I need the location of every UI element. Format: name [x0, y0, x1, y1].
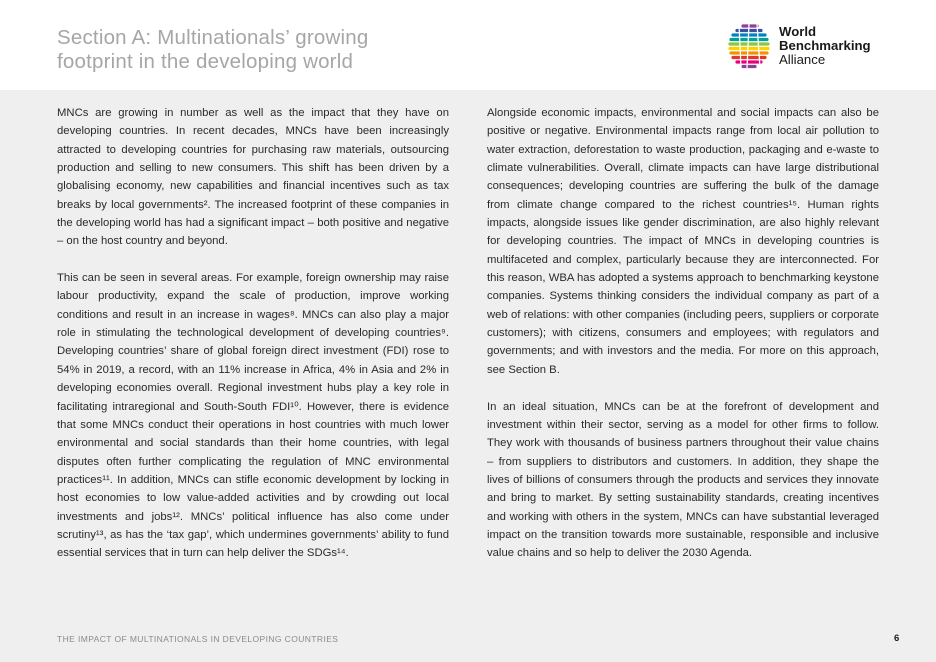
section-title-line-1: Section A: Multinationals’ growing: [57, 26, 369, 49]
body-paragraph: MNCs are growing in number as well as the impact that they have on developing countries. In recent decades, MNCs have been increasingly attracted to developing countries for purchasing raw materials, outsourcing production and selling to new consumers. This shift has been driven by a globalising economy, new capabilities and financial incentives such as tax breaks by local governments². The increased footprint of these companies in the developing world has had a significant impact – both positive and negative – on the host country and beyond.: [57, 107, 449, 248]
left-column: [57, 104, 449, 581]
logo-word-alliance: Alliance: [779, 52, 826, 68]
body-paragraph: In an ideal situation, MNCs can be at the forefront of development and investment within their sector, serving as a model for other firms to follow. They work with thousands of business partners throughout their value chains – from suppliers to distributors and customers. In addition, they shape the lives of billions of consumers through the products and services they innovate and bring to market. By setting sustainability standards, creating incentives and working with others in the system, MNCs can have substantial leveraged impact on the transition towards more sustainable, responsible and inclusive value chains and so help to deliver the 2030 Agenda.: [487, 400, 879, 560]
right-column: [487, 104, 879, 581]
section-title: [57, 26, 477, 74]
logo-word-world: World: [779, 24, 817, 39]
page-number: 6: [894, 633, 900, 644]
wba-logo-icon: [727, 22, 775, 70]
logo-word-benchmarking: Benchmarking: [779, 38, 871, 54]
section-title-line-2: footprint in the developing world: [57, 50, 354, 73]
body-paragraph: Alongside economic impacts, environmental and social impacts can also be positive or negative. Environmental impacts range from local air pollution to water extraction, deforestation to waste production, packaging and e-waste to climate vulnerabilities. Overall, climate impacts can have large distributional consequences; developing countries are suffering the bulk of the damage from climate change compared to the richest countries¹⁵. Human rights impacts, alongside issues like gender discrimination, are also highly relevant for developing countries. The impact of MNCs in developing countries is multifaceted and complex, particularly because they are interconnected. For this reason, WBA has adopted a systems approach to benchmarking keystone companies. Systems thinking considers the individual company as part of a web of relations: with other companies (including peers, suppliers or corporate customers); with citizens, consumers and employees; with regulators and governments; and with investors and the media. For more on this approach, see Section B.: [487, 107, 879, 376]
page-header: [0, 0, 936, 90]
wba-logo: [727, 22, 897, 72]
wba-logo-wordmark: [779, 25, 871, 68]
body-paragraph: This can be seen in several areas. For example, foreign ownership may raise labour productivity, expand the scale of production, improve working conditions and result in an increase in wages⁸. MNCs can also play a major role in stimulating the technological development of developing countries⁹. Developing countries’ share of global foreign direct investment (FDI) rose to 54% in 2019, a record, with an 11% increase in Africa, 4% in Asia and 2% in developing economies overall. Regional investment hubs play a key role in facilitating intraregional and South-South FDI¹⁰. However, there is evidence that some MNCs conduct their operations in host countries with much lower environmental and social standards than their home countries, with legal disputes often further complicating the regulation of MNC environmental practices¹¹. In addition, MNCs can stifle economic development by locking in host economies to low value-added activities and by crowding out local investments and jobs¹². MNCs’ political influence has also come under scrutiny¹³, as has the ‘tax gap’, which undermines governments’ ability to fund essential services that in turn can help deliver the SDGs¹⁴.: [57, 272, 449, 560]
footer-document-title: THE IMPACT OF MULTINATIONALS IN DEVELOPING COUNTRIES: [57, 634, 339, 644]
